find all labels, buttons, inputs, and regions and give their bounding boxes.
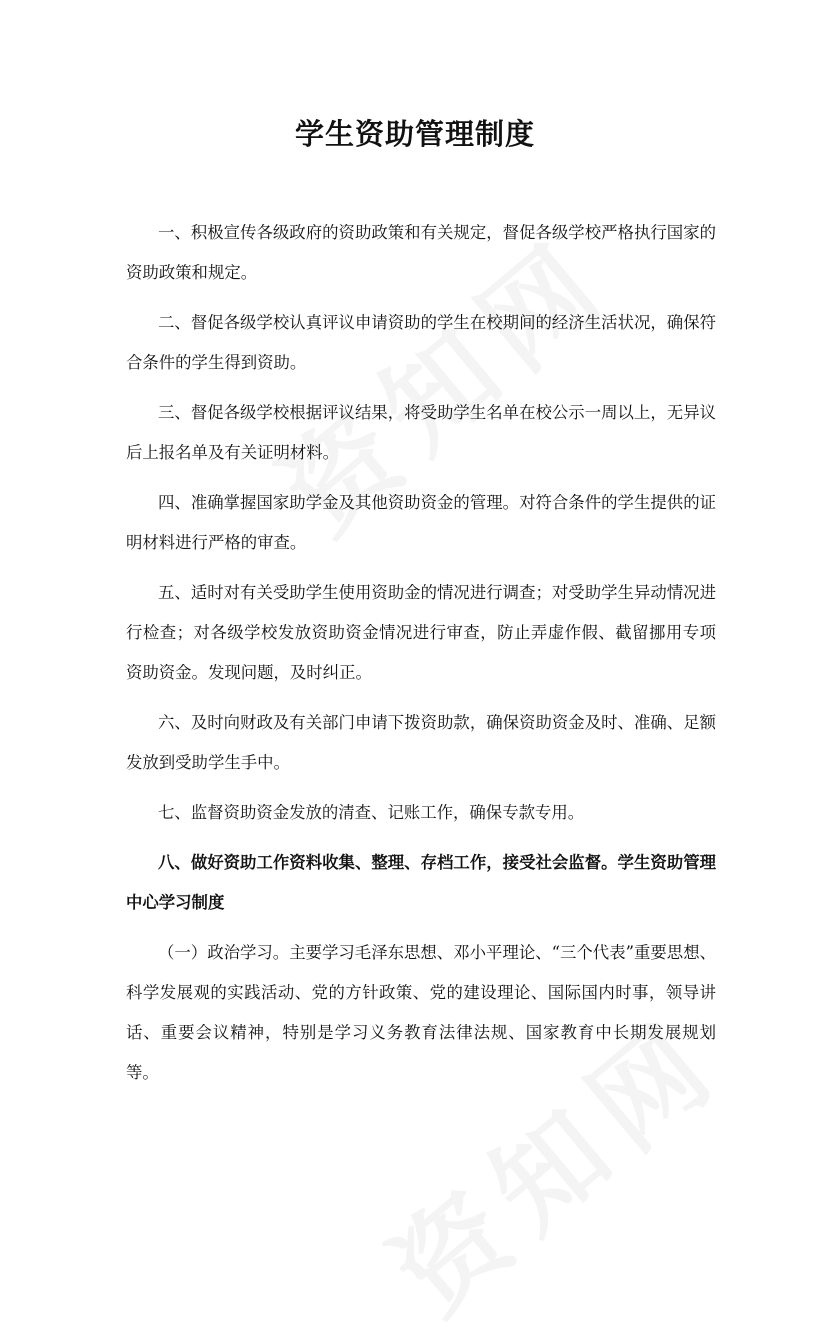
paragraph-8-heading: 八、做好资助工作资料收集、整理、存档工作，接受社会监督。学生资助管理中心学习制度 (126, 853, 716, 912)
paragraph-4: 四、准确掌握国家助学金及其他资助资金的管理。对符合条件的学生提供的证明材料进行严格的审查。 (126, 493, 716, 552)
paragraph-7: 七、监督资助资金发放的清查、记账工作，确保专款专用。 (158, 803, 585, 822)
page-title: 学生资助管理制度 (294, 117, 535, 151)
paragraph-3: 三、督促各级学校根据评议结果，将受助学生名单在校公示一周以上，无异议后上报名单及有关证明材料。 (126, 403, 716, 462)
paragraph-2: 二、督促各级学校认真评议申请资助的学生在校期间的经济生活状况，确保符合条件的学生得到资助。 (126, 313, 716, 372)
document-body (126, 213, 716, 1103)
paragraph-1: 一、积极宣传各级政府的资助政策和有关规定，督促各级学校严格执行国家的资助政策和规定。 (126, 223, 716, 282)
paragraph-6: 六、及时向财政及有关部门申请下拨资助款，确保资助资金及时、准确、足额发放到受助学生手中。 (126, 713, 716, 772)
paragraph-9: （一）政治学习。主要学习毛泽东思想、邓小平理论、“三个代表”重要思想、科学发展观的实践活动、党的方针政策、党的建设理论、国际国内时事，领导讲话、重要会议精神，特别是学习义务教育法律法规、国家教育中长期发展规划等。 (126, 943, 716, 1082)
paragraph-5: 五、适时对有关受助学生使用资助金的情况进行调查；对受助学生异动情况进行检查；对各级学校发放资助资金情况进行审查，防止弄虚作假、截留挪用专项资助资金。发现问题，及时纠正。 (126, 583, 716, 682)
